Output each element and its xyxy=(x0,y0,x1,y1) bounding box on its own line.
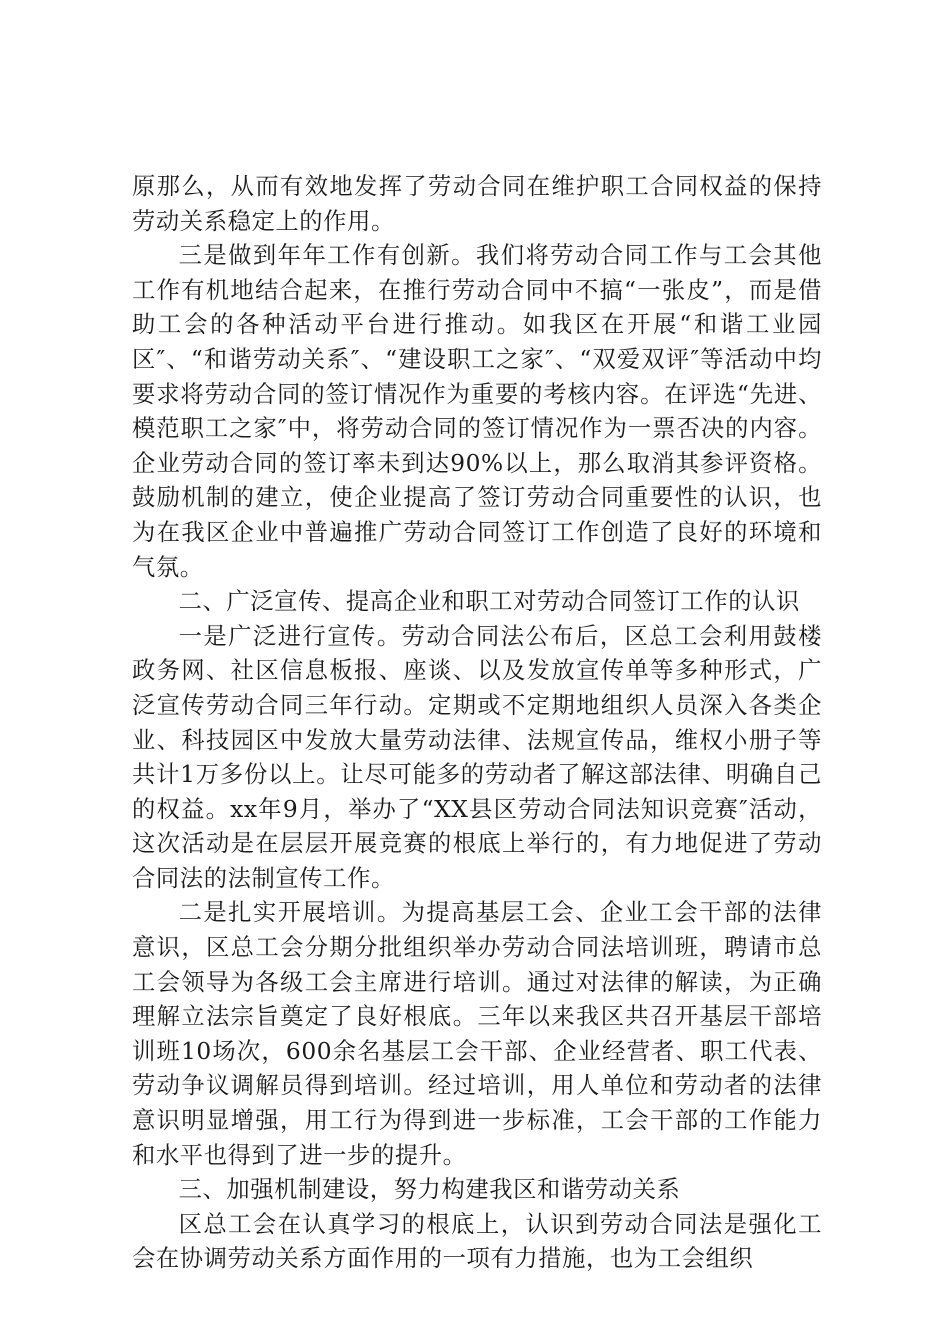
paragraph-training: 二是扎实开展培训。为提高基层工会、企业工会干部的法律意识，区总工会分期分批组织举办劳动合同法培训班，聘请市总工会领导为各级工会主席进行培训。通过对法律的解读，为正确理解立法宗旨奠定了良好根底。三年以来我区共召开基层干部培训班10场次，600余名基层工会干部、企业经营者、职工代表、劳动争议调解员得到培训。经过培训，用人单位和劳动者的法律意识明显增强，用工行为得到进一步标准，工会干部的工作能力和水平也得到了进一步的提升。 xyxy=(132,899,822,1169)
section-heading-publicity: 二、广泛宣传、提高企业和职工对劳动合同签订工作的认识 xyxy=(178,588,800,616)
paragraph-continuation: 原那么，从而有效地发挥了劳动合同在维护职工合同权益的保持劳动关系稳定上的作用。 xyxy=(132,173,822,235)
document-body xyxy=(132,170,822,1277)
paragraph-publicity: 一是广泛进行宣传。劳动合同法公布后，区总工会利用鼓楼政务网、社区信息板报、座谈、以及发放宣传单等多种形式，广泛宣传劳动合同三年行动。定期或不定期地组织人员深入各类企业、科技园区中发放大量劳动法律、法规宣传品，维权小册子等共计1万多份以上。让尽可能多的劳动者了解这部法律、明确自己的权益。xx年9月，举办了“XX县区劳动合同法知识竞赛″活动，这次活动是在层层开展竞赛的根底上举行的，有力地促进了劳动合同法的法制宣传工作。 xyxy=(132,622,822,892)
paragraph-mechanism: 区总工会在认真学习的根底上，认识到劳动合同法是强化工会在协调劳动关系方面作用的一项有力措施，也为工会组织 xyxy=(132,1210,822,1273)
section-heading-mechanism: 三、加强机制建设，努力构建我区和谐劳动关系 xyxy=(178,1176,681,1204)
paragraph-innovation: 三是做到年年工作有创新。我们将劳动合同工作与工会其他工作有机地结合起来，在推行劳动合同中不搞“一张皮”，而是借助工会的各种活动平台进行推动。如我区在开展“和谐工业园区″、“和谐劳动关系″、“建设职工之家″、“双爱双评″等活动中均要求将劳动合同的签订情况作为重要的考核内容。在评选“先进、模范职工之家″中，将劳动合同的签订情况作为一票否决的内容。企业劳动合同的签订率未到达90%以上，那么取消其参评资格。鼓励机制的建立，使企业提高了签订劳动合同重要性的认识，也为在我区企业中普遍推广劳动合同签订工作创造了良好的环境和气氛。 xyxy=(132,242,822,581)
